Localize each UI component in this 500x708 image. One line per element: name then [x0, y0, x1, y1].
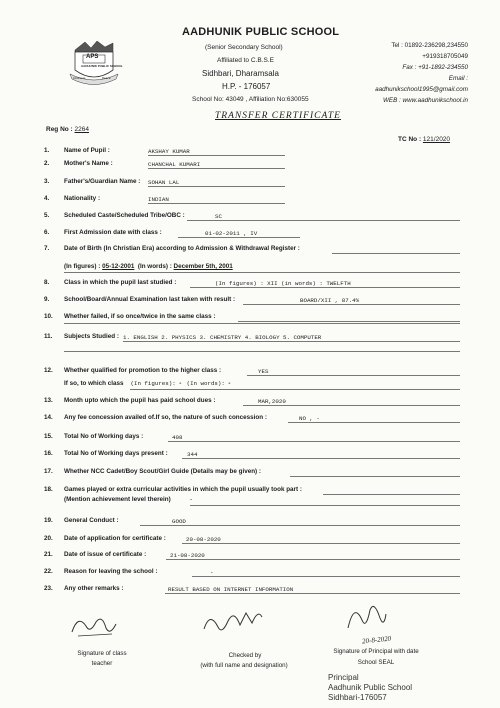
row-label: Any fee concession availed of.If so, the nature of such concession :	[64, 414, 267, 421]
row-number: 17.	[44, 468, 53, 475]
row-label: Reason for leaving the school :	[64, 568, 158, 575]
row-underline	[123, 341, 460, 342]
achievement-underline	[190, 505, 460, 506]
row-number: 11.	[44, 333, 53, 340]
logo-caption: AADHUNIK PUBLIC SCHOOL	[81, 64, 123, 68]
row-underline	[148, 186, 285, 187]
row-underline	[323, 494, 460, 495]
row-number: 8.	[44, 279, 50, 286]
row-number: 4.	[44, 195, 50, 202]
school-numbers: School No: 43049 , Affiliation No:630055	[192, 96, 309, 103]
logo-ribbon-left: Kindness	[73, 76, 86, 80]
row-value: 344	[187, 450, 198, 458]
row-label: Name of Pupil :	[64, 147, 110, 154]
row-underline	[140, 525, 460, 526]
row-label: Whether failed, if so once/twice in the same class :	[64, 313, 216, 320]
row-label: Scheduled Caste/Scheduled Tribe/OBC :	[64, 212, 185, 219]
certificate-title: TRANSFER CERTIFICATE	[215, 111, 341, 121]
row-number: 6.	[44, 229, 50, 236]
blank-line-10	[64, 323, 460, 324]
row-number: 18.	[44, 486, 53, 493]
row-label: Mother's Name :	[64, 160, 113, 167]
principal-signature	[340, 598, 390, 636]
row-underline	[192, 576, 460, 577]
row-value: CHANCHAL KUMARI	[148, 160, 201, 168]
row-underline	[182, 458, 460, 459]
row-number: 3.	[44, 178, 50, 185]
row-underline	[148, 203, 285, 204]
row-label: Date of application for certificate :	[64, 535, 166, 542]
contact-tel: Tel : 01892-236298,234550	[391, 42, 468, 49]
row-label: Date of issue of certificate :	[64, 551, 147, 558]
row-value: GOOD	[172, 517, 186, 525]
row-value: 1. ENGLISH 2. PHYSICS 3. CHEMISTRY 4. BIOLOGY 5. COMPUTER	[123, 333, 322, 341]
row-number: 1.	[44, 147, 50, 154]
row-value: SC	[215, 212, 222, 220]
row-label: Total No of Working days :	[64, 433, 144, 440]
logo-ribbon-right: Peace	[102, 76, 111, 80]
row-underline	[178, 237, 300, 238]
school-address-2: H.P. - 176057	[222, 82, 271, 91]
principal-date: 20-8-2020	[361, 634, 392, 646]
row-number: 20.	[44, 535, 53, 542]
row-value: AKSHAY KUMAR	[148, 147, 190, 155]
row-value: SOHAN LAL	[148, 178, 180, 186]
row-value: NO , -	[299, 414, 320, 422]
checked-by-caption: Checked by	[228, 652, 262, 659]
row-underline	[148, 168, 285, 169]
row-underline	[288, 422, 460, 423]
row-number: 19.	[44, 517, 53, 524]
row-number: 9.	[44, 296, 50, 303]
row-underline	[243, 304, 460, 305]
row-value: BOARD/XII , 87.4%	[300, 296, 360, 304]
row-value: YES	[258, 367, 269, 375]
row-underline	[190, 287, 460, 288]
checked-by-subcaption: (with full name and designation)	[200, 662, 288, 669]
row-label: Games played or extra curricular activities in which the pupil usually took part :	[64, 486, 302, 493]
row-value: 21-08-2020	[170, 551, 205, 559]
row-underline	[187, 220, 460, 221]
row-underline	[166, 559, 460, 560]
tc-number: TC No : 121/2020	[398, 136, 451, 143]
row-underline	[182, 543, 460, 544]
principal-caption: Signature of Principal with date	[333, 648, 419, 655]
promotion-class-line: If so, to which class (In figures): - (In words): -	[64, 380, 231, 387]
row-label: School/Board/Annual Examination last taken with result :	[64, 296, 236, 303]
promotion-class-underline	[130, 389, 460, 390]
achievement-line: (Mention achievement level therein) -	[64, 496, 193, 503]
row-value: MAR,2020	[258, 397, 286, 405]
checked-by-signature	[198, 603, 268, 639]
row-underline	[243, 405, 460, 406]
contact-web: WEB : www.aadhunikschool.in	[382, 97, 468, 104]
row-value: 01-02-2011 , IV	[205, 229, 258, 237]
row-number: 14.	[44, 414, 53, 421]
logo-text: APS	[86, 54, 99, 60]
row-number: 15.	[44, 433, 53, 440]
row-underline	[332, 253, 460, 254]
row-underline	[165, 593, 460, 594]
school-address-1: Sidhbari, Dharamsala	[202, 69, 279, 78]
row-label: First Admission date with class :	[64, 229, 162, 236]
row-number: 10.	[44, 313, 53, 320]
row-value: (In figures) : XII (in words) : TWELFTH	[215, 279, 351, 287]
row-value: RESULT BASED ON INTERNET INFORMATION	[168, 585, 294, 593]
blank-line-11	[64, 351, 460, 352]
school-affiliation: Affiliated to C.B.S.E	[217, 57, 274, 64]
row-number: 7.	[44, 245, 50, 252]
contact-fax: Fax : +91-1892-234550	[402, 64, 468, 71]
class-teacher-caption: Signature of class teacher	[77, 650, 127, 667]
row-number: 23.	[44, 585, 53, 592]
row-underline	[238, 321, 460, 322]
school-subtitle: (Senior Secondary School)	[205, 44, 283, 51]
contact-email: aadhunikschool1995@gmail.com	[375, 86, 468, 93]
school-logo	[67, 38, 121, 96]
row-underline	[247, 375, 460, 376]
row-number: 13.	[44, 397, 53, 404]
row-label: Date of Birth (In Christian Era) according to Admission & Withdrawal Register :	[64, 245, 300, 252]
contact-email-label: Email :	[448, 75, 468, 82]
row-number: 16.	[44, 450, 53, 457]
row-value: 408	[172, 433, 183, 441]
row-label: Nationality :	[64, 195, 101, 202]
row-label: Whether qualified for promotion to the higher class :	[64, 367, 222, 374]
row-number: 21.	[44, 551, 53, 558]
row-underline	[148, 155, 285, 156]
row-label: Total No of Working days present :	[64, 450, 168, 457]
row-label: Class in which the pupil last studied :	[64, 279, 177, 286]
row-label: Father's/Guardian Name :	[64, 178, 141, 185]
class-teacher-signature	[68, 612, 120, 642]
row-label: Any other remarks :	[64, 585, 124, 592]
row-number: 22.	[44, 568, 53, 575]
principal-stamp: Principal Aadhunik Public School Sidhbari-176057	[328, 673, 413, 702]
row-number: 2.	[44, 160, 50, 167]
contact-mobile: +919318705049	[422, 53, 468, 60]
row-label: General Conduct :	[64, 517, 119, 524]
row-label: Month upto which the pupil has paid school dues :	[64, 397, 216, 404]
row-value: INDIAN	[148, 195, 169, 203]
row-underline	[290, 476, 460, 477]
row-underline	[168, 441, 460, 442]
row-number: 5.	[44, 212, 50, 219]
principal-subcaption: School SEAL	[357, 659, 395, 666]
school-name: AADHUNIK PUBLIC SCHOOL	[182, 26, 340, 38]
row-label: Whether NCC Cadet/Boy Scout/Girl Guide (Details may be given) :	[64, 468, 261, 475]
row-number: 12.	[44, 367, 53, 374]
row-value: 20-08-2020	[186, 535, 221, 543]
dob-underline	[64, 272, 460, 273]
row-value: -	[210, 568, 214, 576]
dob-line: (In figures) : 05-12-2001 (In words) : December 5th, 2001	[64, 263, 233, 270]
reg-number: Reg No : 2264	[46, 126, 90, 133]
row-label: Subjects Studied :	[64, 333, 119, 340]
